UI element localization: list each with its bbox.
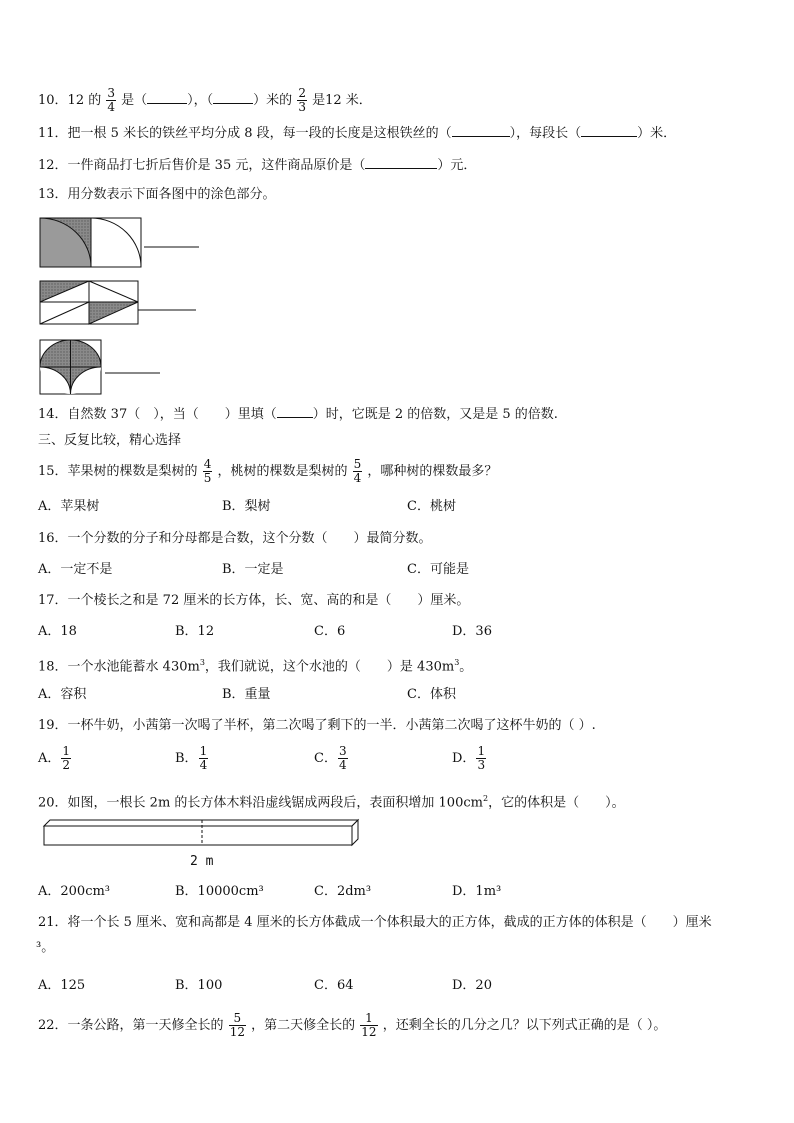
fraction-1-12: $\frac{1}{12}$ [361,1011,377,1039]
q20-option-d[interactable]: D．1m³ [452,884,502,899]
q22-text-post: ，还剩全长的几分之几？以下列式正确的是（ ）。 [382,1018,667,1033]
q21-option-c[interactable]: C．64 [314,978,354,993]
q20-option-a[interactable]: A．200cm³ [38,884,111,899]
question-12 [38,156,476,175]
question-21: 21．将一个长 5 厘米、宽和高都是 4 厘米的长方体截成一个体积最大的正方体，截成的正方体的体积是（ ）厘米 [38,915,712,930]
q17-option-a[interactable]: A．18 [38,624,77,639]
question-22 [38,1012,666,1039]
q11-text-mid: ），每段长（ [509,126,582,141]
figure-cuboid-bar [40,818,362,848]
figure-circle-square [39,339,164,395]
figure-triangles-rect [39,280,204,328]
q12-text-post: ）元． [437,158,477,173]
fraction-5-12: $\frac{5}{12}$ [229,1011,245,1039]
q18-text-mid: ，我们就说，这个水池的（ ）是 430m [204,659,455,675]
q19-option-a[interactable]: A． $\frac{1}{2}$ [38,744,71,772]
q20-figure-label: 2 m [190,854,214,869]
fraction-3-4: $\frac{3}{4}$ [107,86,115,114]
q10-blank-2[interactable] [213,91,253,104]
question-16: 16．一个分数的分子和分母都是合数，这个分数（ ）最简分数。 [38,531,432,546]
q11-text-post: ）米． [637,126,677,141]
fraction-1-4: $\frac{1}{4}$ [199,744,208,772]
question-18 [38,654,472,676]
fraction-3-4-opt: $\frac{3}{4}$ [338,744,347,772]
fraction-1-3: $\frac{1}{3}$ [477,744,486,772]
q12-text-pre: 12．一件商品打七折后售价是 35 元，这件商品原价是（ [38,158,366,173]
q21-option-b[interactable]: B．100 [175,978,223,993]
q15-option-b[interactable]: B．梨树 [222,499,271,514]
q11-blank-1[interactable] [452,124,510,137]
q17-option-b[interactable]: B．12 [175,624,215,639]
question-11 [38,124,676,143]
fraction-4-5: $\frac{4}{5}$ [203,457,212,485]
question-14 [38,405,558,424]
q19-option-c[interactable]: C． $\frac{3}{4}$ [314,744,347,772]
question-19: 19．一杯牛奶，小茜第一次喝了半杯，第二次喝了剩下的一半．小茜第二次喝了这杯牛奶的（ ）. [38,718,596,733]
q10-blank-1[interactable] [147,91,187,104]
question-10 [38,87,372,114]
fraction-2-3: $\frac{2}{3}$ [298,86,306,114]
q16-option-b[interactable]: B．一定是 [222,562,284,577]
q12-blank[interactable] [365,156,437,169]
q17-option-c[interactable]: C．6 [314,624,346,639]
q20-option-c[interactable]: C．2dm³ [314,884,372,899]
q11-blank-2[interactable] [581,124,637,137]
section-heading-3: 三、反复比较，精心选择 [38,433,182,448]
q15-option-c[interactable]: C．桃树 [407,499,456,514]
fraction-1-2: $\frac{1}{2}$ [62,744,71,772]
q10-text-pre: 10．12 的 [38,93,102,108]
question-21-cont: ³。 [36,940,55,955]
fraction-5-4: $\frac{5}{4}$ [353,457,362,485]
q14-blank[interactable] [277,405,313,418]
q14-text-post: ）时，它既是 2 的倍数，又是是 5 的倍数. [312,407,558,422]
q11-text-pre: 11．把一根 5 米长的铁丝平均分成 8 段，每一段的长度是这根铁丝的（ [38,126,452,141]
q20-text-pre: 20．如图，一根长 2m 的长方体木料沿虚线锯成两段后，表面积增加 100cm [38,795,483,811]
q14-text-pre: 14．自然数 37（ ），当（ ）里填（ [38,407,277,422]
question-13: 13．用分数表示下面各图中的涂色部分。 [38,187,276,202]
q10-text-post: 是12 米． [312,93,372,108]
question-15 [38,458,497,485]
q18-option-c[interactable]: C．体积 [407,687,456,702]
q16-option-c[interactable]: C．可能是 [407,562,469,577]
q22-text-pre: 22．一条公路，第一天修全长的 [38,1018,224,1033]
q10-text-mid2: ），（ [187,93,214,108]
q15-text-post: ，哪种树的棵数最多？ [367,464,498,479]
q16-option-a[interactable]: A．一定不是 [38,562,113,577]
q20-text-post: ，它的体积是（ ）。 [488,795,625,811]
figure-quarter-circles [39,217,204,269]
q19-option-d[interactable]: D． $\frac{1}{3}$ [452,744,486,772]
q18-text-post: 。 [459,659,473,675]
q18-text-pre: 18．一个水池能蓄水 430m [38,659,200,675]
q20-option-b[interactable]: B．10000cm³ [175,884,264,899]
q10-text-mid3: ）米的 [253,93,293,108]
q15-option-a[interactable]: A．苹果树 [38,499,100,514]
q18-sup-1: 3 [199,658,205,667]
q20-sup: 2 [482,794,489,803]
q10-text-mid: 是（ [121,93,148,108]
q19-option-b[interactable]: B． $\frac{1}{4}$ [175,744,208,772]
q18-option-b[interactable]: B．重量 [222,687,271,702]
q15-text-pre: 15．苹果树的棵数是梨树的 [38,464,198,479]
question-17: 17．一个棱长之和是 72 厘米的长方体，长、宽、高的和是（ ）厘米。 [38,593,470,608]
q18-sup-2: 3 [454,658,460,667]
q21-option-a[interactable]: A．125 [38,978,86,993]
q17-option-d[interactable]: D．36 [452,624,492,639]
q22-text-mid: ，第二天修全长的 [251,1018,356,1033]
q15-text-mid: ，桃树的棵数是梨树的 [217,464,348,479]
q18-option-a[interactable]: A．容积 [38,687,87,702]
q21-option-d[interactable]: D．20 [452,978,492,993]
question-20 [38,790,625,812]
